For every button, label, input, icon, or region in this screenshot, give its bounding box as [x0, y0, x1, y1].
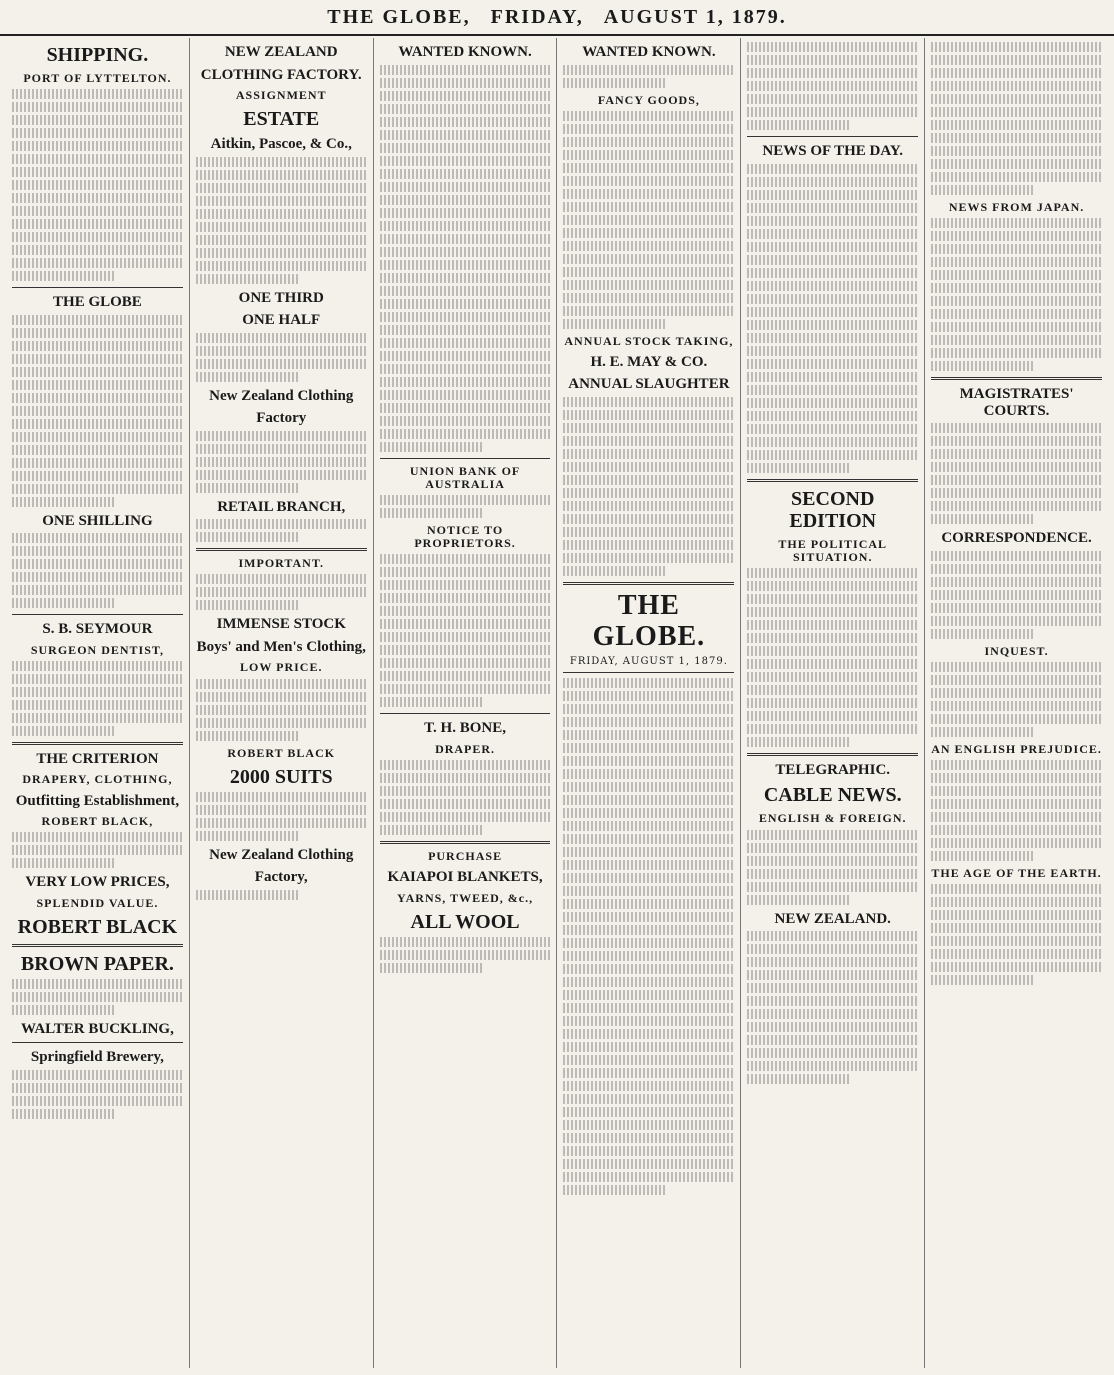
- boys-mens-heading: Boys' and Men's Clothing,: [196, 638, 366, 655]
- masthead: [0, 0, 1114, 36]
- wanted-known-heading: WANTED KNOWN.: [398, 44, 532, 60]
- immense-stock-heading: IMMENSE STOCK: [216, 616, 346, 633]
- nz-heading: NEW ZEALAND: [224, 44, 338, 60]
- wanted-known-2-heading: WANTED KNOWN.: [582, 44, 716, 60]
- nz-article: [747, 931, 918, 1084]
- union-bank-notice: [380, 495, 551, 518]
- clothing-notice: [196, 333, 367, 382]
- purchase-heading: PURCHASE: [428, 848, 503, 863]
- retail-branch-heading: RETAIL BRANCH,: [217, 498, 346, 515]
- prejudice-article: [931, 760, 1102, 861]
- masthead-date: AUGUST 1, 1879.: [603, 5, 787, 28]
- dentist-heading: SURGEON DENTIST,: [30, 642, 164, 657]
- important-notice: [196, 574, 367, 610]
- drapery-heading: DRAPERY, CLOTHING,: [22, 772, 173, 787]
- one-third-heading: ONE THIRD: [238, 289, 324, 306]
- branches-notice: [196, 431, 367, 493]
- column-6: [925, 38, 1108, 1368]
- port-heading: PORT OF LYTTELTON.: [23, 71, 172, 85]
- retail-branch-notice: [196, 519, 367, 542]
- correspondence-heading: CORRESPONDENCE.: [941, 530, 1092, 547]
- inquest-article: [931, 662, 1102, 737]
- news-of-day-heading: NEWS OF THE DAY.: [762, 143, 904, 159]
- prejudice-heading: AN ENGLISH PREJUDICE.: [931, 741, 1102, 756]
- masthead-day: FRIDAY,: [490, 5, 584, 28]
- factory-2-heading: Factory,: [254, 869, 308, 886]
- correspondence-article: [931, 551, 1102, 639]
- globe-notice-heading: THE GLOBE: [53, 294, 142, 311]
- suits-heading: 2000 SUITS: [229, 765, 333, 788]
- magistrates-heading: MAGISTRATES' COURTS.: [959, 386, 1074, 419]
- robert-black-notice: [12, 832, 183, 868]
- fancy-goods-notice: [563, 111, 734, 329]
- clothing-factory-heading: CLOTHING FACTORY.: [200, 66, 362, 83]
- japan-article: [931, 218, 1102, 371]
- splendid-value-heading: SPLENDID VALUE.: [36, 895, 159, 910]
- draper-heading: DRAPER.: [435, 741, 496, 756]
- robert-black-heading: ROBERT BLACK,: [41, 814, 154, 829]
- masthead-paper: THE GLOBE,: [327, 5, 471, 28]
- age-of-earth-article: [931, 884, 1102, 985]
- proprietors-notice: [380, 554, 551, 707]
- union-bank-heading: UNION BANK OF AUSTRALIA: [409, 463, 521, 491]
- criterion-heading: THE CRITERION: [36, 750, 159, 767]
- column-1: [6, 38, 190, 1368]
- the-globe-heading: THE GLOBE.: [592, 589, 706, 652]
- dentist-notice: [12, 661, 183, 736]
- proprietors-heading: NOTICE TO PROPRIETORS.: [414, 522, 516, 551]
- slaughter-notice: [563, 397, 734, 576]
- one-half-heading: ONE HALF: [242, 312, 321, 329]
- wanted-2-notice: [563, 65, 734, 88]
- stock-taking-heading: ANNUAL STOCK TAKING,: [564, 333, 734, 348]
- kaiapoi-heading: KAIAPOI BLANKETS,: [387, 869, 543, 886]
- robert-black-large: ROBERT BLACK: [17, 915, 178, 938]
- brown-paper-notice: [12, 979, 183, 1015]
- globe-date: FRIDAY, AUGUST 1, 1879.: [569, 656, 728, 668]
- walter-buckling-heading: WALTER BUCKLING,: [21, 1020, 174, 1037]
- column-4: [557, 38, 741, 1368]
- second-edition-heading: SECOND EDITION: [789, 487, 877, 532]
- telegraphic-heading: TELEGRAPHIC.: [775, 761, 891, 778]
- yarns-heading: YARNS, TWEED, &c.,: [397, 890, 534, 905]
- column-3: [374, 38, 558, 1368]
- suits-notice: [196, 792, 367, 841]
- political-article: [747, 568, 918, 747]
- fancy-goods-heading: FANCY GOODS,: [597, 92, 700, 107]
- estate-heading: ESTATE: [243, 108, 320, 131]
- globe-notice: [12, 315, 183, 507]
- assignment-notice: [196, 157, 367, 284]
- assignment-heading: ASSIGNMENT: [235, 88, 327, 102]
- low-price-notice: [196, 679, 367, 741]
- cable-news-heading: CABLE NEWS.: [763, 784, 902, 807]
- japan-heading: NEWS FROM JAPAN.: [948, 200, 1085, 214]
- may-heading: H. E. MAY & CO.: [590, 353, 708, 370]
- english-foreign-heading: ENGLISH & FOREIGN.: [758, 811, 907, 826]
- age-of-earth-heading: THE AGE OF THE EARTH.: [931, 866, 1102, 881]
- springfield-brewery-heading: Springfield Brewery,: [30, 1049, 164, 1066]
- one-shilling-heading: ONE SHILLING: [42, 512, 153, 529]
- leader-article: [563, 678, 734, 1195]
- inquest-heading: INQUEST.: [984, 643, 1049, 658]
- seymour-heading: S. B. SEYMOUR: [42, 621, 153, 638]
- bone-notice: [380, 760, 551, 835]
- magistrates-article: [931, 423, 1102, 524]
- brown-paper-heading: BROWN PAPER.: [20, 952, 174, 975]
- important-heading: IMPORTANT.: [238, 556, 324, 571]
- political-situation-heading: THE POLITICAL SITUATION.: [778, 536, 888, 564]
- newspaper-columns: [6, 38, 1108, 1368]
- nz-clothing-2-heading: New Zealand Clothing: [209, 846, 354, 863]
- new-zealand-heading: NEW ZEALAND.: [774, 910, 891, 927]
- nz-clothing-heading: New Zealand Clothing: [209, 387, 354, 404]
- factory-heading: Factory: [256, 410, 307, 427]
- cable-article: [747, 830, 918, 905]
- robert-black-col2: ROBERT BLACK: [227, 745, 336, 760]
- shipping-heading: SHIPPING.: [46, 44, 149, 66]
- bone-heading: T. H. BONE,: [424, 720, 506, 737]
- brewery-notice: [12, 1070, 183, 1119]
- wanted-ads: [380, 65, 551, 452]
- column-5: [741, 38, 925, 1368]
- all-wool-heading: ALL WOOL: [410, 910, 520, 933]
- column-2: [190, 38, 374, 1368]
- kaiapoi-notice: [380, 937, 551, 973]
- col5-top-article: [747, 42, 918, 130]
- col6-top-article: [931, 42, 1102, 195]
- factory-2-notice: [196, 890, 367, 900]
- low-prices-heading: VERY LOW PRICES,: [25, 874, 170, 891]
- news-of-day: [747, 164, 918, 473]
- low-price-heading: LOW PRICE.: [240, 660, 323, 675]
- one-shilling-notice: [12, 533, 183, 608]
- aitkin-heading: Aitkin, Pascoe, & Co.,: [210, 136, 352, 153]
- annual-slaughter-heading: ANNUAL SLAUGHTER: [568, 376, 730, 393]
- shipping-notice: [12, 89, 183, 281]
- outfitting-heading: Outfitting Establishment,: [15, 792, 180, 809]
